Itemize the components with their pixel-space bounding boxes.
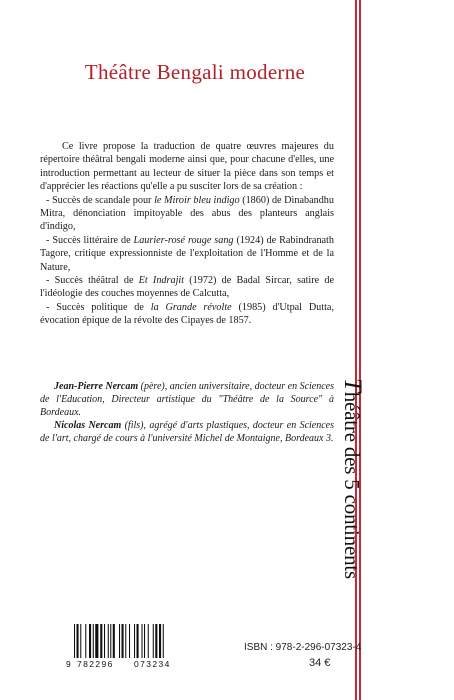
barcode	[66, 624, 196, 668]
barcode-bar	[77, 624, 79, 658]
work-title: le Miroir bleu indigo	[154, 194, 240, 206]
barcode-bar	[134, 624, 135, 658]
series-name: Théâtre des 5 continents	[339, 378, 366, 579]
barcode-lead-digit: 9	[66, 659, 71, 668]
barcode-bar	[148, 624, 149, 658]
barcode-digits-left: 782296	[77, 659, 114, 668]
work-item: - Succès de scandale pour le Miroir bleu indigo (1860) de Dinabandhu Mitra, dénonciation impitoyable des abus des planteurs anglais d'indigo,	[40, 194, 334, 233]
isbn: ISBN : 978-2-296-07323-4	[244, 642, 362, 653]
barcode-bar	[85, 624, 86, 658]
book-description	[40, 140, 334, 328]
work-item: - Succès théâtral de Et Indrajit (1972) de Badal Sircar, satire de l'idéologie des couches moyennes de Calcutta,	[40, 275, 334, 300]
accent-line-right	[359, 0, 361, 700]
barcode-bar	[153, 624, 154, 658]
barcode-bar	[110, 624, 111, 658]
barcode-bar	[74, 624, 75, 658]
barcode-bar	[142, 624, 143, 658]
book-title: Théâtre Bengali moderne	[84, 60, 306, 84]
barcode-bar	[144, 624, 145, 658]
barcode-bar	[93, 624, 94, 658]
intro-paragraph: Ce livre propose la traduction de quatre œuvres majeures du répertoire théâtral bengali moderne ainsi que, pour chacune d'elles, une introduction permettant au lecteur de situer la pièce dans son temps et d'apprécier les réactions qu'elle a pu susciter lors de sa création :	[40, 141, 334, 193]
barcode-bars	[74, 624, 164, 658]
barcode-bar	[104, 624, 105, 658]
author-name: Jean-Pierre Nercam	[54, 381, 139, 392]
barcode-bar	[95, 624, 98, 658]
barcode-bar	[80, 624, 81, 658]
work-title: Laurier-rosé rouge sang	[133, 234, 234, 246]
author-bio: Nicolas Nercam (fils), agrégé d'arts plastiques, docteur en Sciences de l'art, chargé de cours à l'université Michel de Montaigne, Bordeaux 3.	[40, 420, 334, 444]
work-item: - Succès politique de la Grande révolte (1985) d'Utpal Dutta, évocation épique de la révolte des Cipayes de 1857.	[40, 301, 335, 327]
author-bio: Jean-Pierre Nercam (père), ancien universitaire, docteur en Sciences de l'Education, Directeur artistique du "Théâtre de la Source" à Bordeaux.	[40, 381, 335, 418]
barcode-bar	[159, 624, 161, 658]
barcode-bar	[89, 624, 91, 658]
author-bios	[40, 380, 334, 445]
accent-line-left	[355, 0, 357, 700]
barcode-bar	[100, 624, 102, 658]
barcode-bar	[137, 624, 139, 658]
barcode-bar	[125, 624, 126, 658]
barcode-digits-right: 073234	[134, 659, 171, 668]
barcode-bar	[122, 624, 124, 658]
work-title: la Grande révolte	[150, 301, 232, 313]
work-item: - Succès littéraire de Laurier-rosé rouge sang (1924) de Rabindranath Tagore, critique expressionniste de l'exploitation de l'Homme et de la Nature,	[40, 234, 334, 273]
barcode-bar	[129, 624, 130, 658]
author-name: Nicolas Nercam	[54, 420, 122, 431]
price: 34 €	[309, 657, 331, 669]
barcode-bar	[155, 624, 157, 658]
work-title: Et Indrajit	[138, 275, 185, 287]
barcode-bar	[113, 624, 115, 658]
barcode-bar	[163, 624, 164, 658]
barcode-bar	[119, 624, 120, 658]
barcode-bar	[108, 624, 109, 658]
